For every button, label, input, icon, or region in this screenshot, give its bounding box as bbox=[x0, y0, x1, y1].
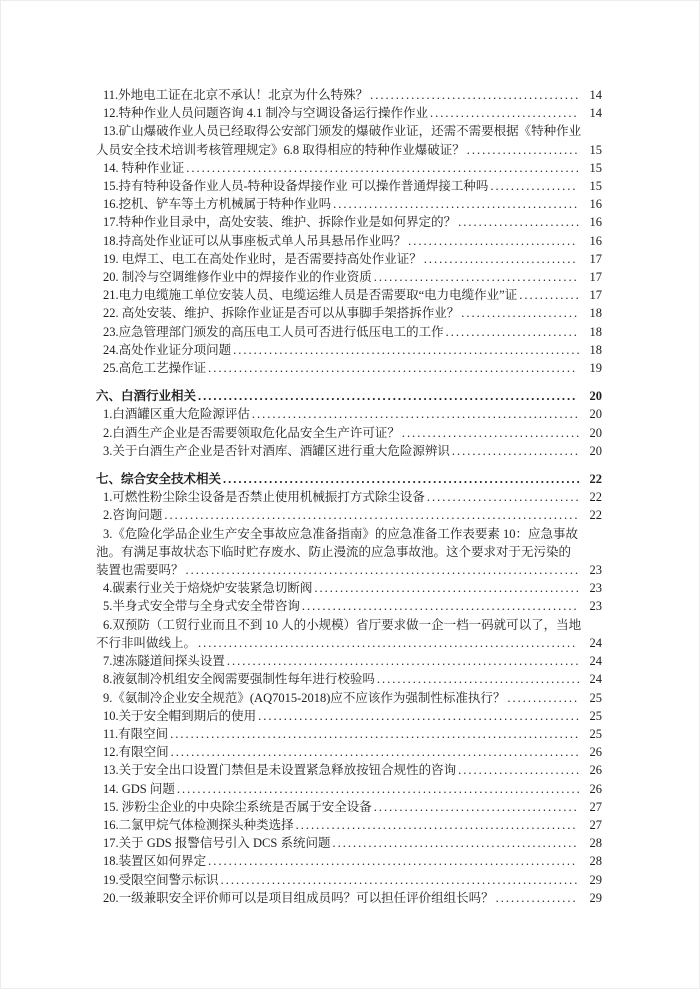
toc-entry bbox=[96, 579, 602, 597]
toc-entry-text: 17.关于 GDS 报警信号引入 DCS 系统问题 bbox=[103, 836, 331, 851]
toc-dot-leader: .............................. bbox=[426, 490, 581, 505]
toc-entry-text: 13.矿山爆破作业人员已经取得公安部门颁发的爆破作业证，还需不需要根据《特种作业人员安全技术培训考核管理规定》6.8 取得相应的特种作业爆破证？ bbox=[96, 124, 582, 157]
toc-page-number: 14 bbox=[589, 88, 602, 102]
toc-entry-text: 15. 涉粉尘企业的中央除尘系统是否属于安全设备 bbox=[103, 799, 372, 814]
toc-dot-leader: ............................. bbox=[430, 106, 579, 121]
toc-entry bbox=[96, 597, 602, 615]
toc-entry-text: 22. 高处安装、维护、拆除作业证是否可以从事脚手架搭拆作业？ bbox=[103, 306, 460, 321]
toc-entry-text: 9.《氨制冷企业安全规范》(AQ7015-2018)应不应该作为强制性标准执行？ bbox=[103, 690, 506, 705]
toc-entry-text: 25.高危工艺操作证 bbox=[103, 361, 207, 376]
toc-entry-text: 七、综合安全技术相关 bbox=[96, 472, 222, 487]
toc-page-number: 17 bbox=[589, 288, 602, 303]
toc-entry bbox=[96, 816, 602, 834]
toc-entry-text: 6.双预防（工贸行业而且不到 10 人的小规模）省厅要求做一企一档一码就可以了，当地不行非叫做线上。 bbox=[96, 617, 582, 650]
toc-entry-text: 8.液氨制冷机组安全阀需要强制性每年进行校验吗 bbox=[103, 672, 375, 687]
toc-entry-text: 六、白酒行业相关 bbox=[96, 389, 197, 404]
toc-entry bbox=[96, 488, 602, 506]
toc-entry bbox=[96, 852, 602, 870]
toc-entry-text: 17.特种作业目录中，高处安装、维护、拆除作业是如何界定的？ bbox=[103, 215, 457, 230]
toc-page-number: 25 bbox=[589, 690, 602, 705]
toc-dot-leader: ................................................ bbox=[332, 836, 579, 851]
toc-dot-leader: .......................................................................... bbox=[198, 389, 578, 404]
toc-dot-leader: .............................. bbox=[423, 251, 578, 266]
toc-dot-leader: .................................................................... bbox=[233, 342, 582, 357]
toc-entry bbox=[96, 798, 602, 816]
toc-entry-text: 14. GDS 问题 bbox=[103, 781, 175, 796]
toc-dot-leader: ........................................ bbox=[373, 799, 579, 814]
toc-entry bbox=[96, 341, 602, 359]
toc-dot-leader: ...................................................................... bbox=[220, 872, 580, 887]
toc-page-number: 20 bbox=[589, 443, 602, 458]
toc-entry-text: 15.持有特种设备作业人员-特种设备焊接作业 可以操作普通焊接工种吗 bbox=[103, 179, 489, 194]
toc-entry bbox=[96, 304, 602, 322]
toc-dot-leader: ...................... bbox=[466, 142, 580, 157]
toc-dot-leader: ............................................................................. bbox=[185, 563, 581, 578]
toc-entry bbox=[96, 743, 602, 761]
toc-page-number: 15 bbox=[589, 179, 602, 194]
toc-page-number: 22 bbox=[589, 490, 602, 505]
toc-entry bbox=[96, 86, 602, 104]
toc-dot-leader: ................................... bbox=[401, 425, 582, 440]
toc-entry-text: 24.高处作业证分项问题 bbox=[103, 342, 232, 357]
toc-dot-leader: ......................... bbox=[451, 443, 581, 458]
toc-page-number: 22 bbox=[589, 508, 602, 523]
toc-page-number: 26 bbox=[589, 745, 602, 760]
toc-page-number: 23 bbox=[589, 581, 602, 596]
toc-page-number: 23 bbox=[589, 599, 602, 614]
toc-entry-text: 20.一级兼职安全评价师可以是项目组成员吗？可以担任评价组组长吗？ bbox=[103, 890, 494, 905]
toc-page-number: 18 bbox=[589, 324, 602, 339]
toc-dot-leader: ...................................................................... bbox=[223, 472, 582, 487]
toc-entry-text: 1.白酒罐区重大危险源评估 bbox=[103, 407, 250, 422]
toc-entry-text: 10.关于安全帽到期后的使用 bbox=[103, 708, 257, 723]
toc-entry bbox=[96, 405, 602, 423]
toc-entry bbox=[96, 871, 602, 889]
toc-dot-leader: ........................ bbox=[458, 215, 582, 230]
toc-entry-text: 21.电力电缆施工单位安装人员、电缆运维人员是否需要取“电力电缆作业”证 bbox=[103, 288, 518, 303]
toc-entry bbox=[96, 250, 602, 268]
toc-entry-text: 11.外地电工证在北京不承认！北京为什么特殊？ bbox=[103, 88, 369, 102]
toc-entry-text: 14. 特种作业证 bbox=[103, 160, 185, 175]
toc-dot-leader: ........................................ bbox=[376, 672, 582, 687]
toc-dot-leader: ................................. bbox=[408, 233, 578, 248]
toc-page-number: 19 bbox=[589, 361, 602, 376]
toc-entry bbox=[96, 761, 602, 779]
toc-dot-leader: ............................................................... bbox=[258, 708, 582, 723]
toc-dot-leader: ..................................................................... bbox=[226, 654, 581, 669]
toc-dot-leader: .................................................... bbox=[314, 581, 581, 596]
toc-entry-text: 1.可燃性粉尘除尘设备是否禁止使用机械振打方式除尘设备 bbox=[103, 490, 425, 505]
toc-entry-text: 4.碳素行业关于焙烧炉安装紧急切断阀 bbox=[103, 581, 313, 596]
toc-page-number: 16 bbox=[589, 197, 602, 212]
toc-entry bbox=[96, 359, 602, 377]
toc-entry bbox=[96, 689, 602, 707]
toc-page-number: 25 bbox=[589, 726, 602, 741]
toc-section-heading bbox=[96, 387, 602, 405]
toc-page-number: 26 bbox=[589, 763, 602, 778]
toc-page-number: 16 bbox=[589, 233, 602, 248]
toc-dot-leader: .............. bbox=[507, 690, 580, 705]
toc-page-number: 25 bbox=[589, 708, 602, 723]
toc-entry bbox=[96, 670, 602, 688]
toc-entry-text: 19.受限空间警示标识 bbox=[103, 872, 219, 887]
toc-page-number: 28 bbox=[589, 854, 602, 869]
toc-entry bbox=[96, 834, 602, 852]
toc-dot-leader: ....................... bbox=[461, 306, 580, 321]
toc-page-number: 15 bbox=[589, 160, 602, 175]
toc-entry bbox=[96, 442, 602, 460]
toc-dot-leader: ................................................................................ bbox=[170, 726, 581, 741]
toc-dot-leader: ........................................................................ bbox=[208, 854, 578, 869]
toc-page-number: 20 bbox=[589, 389, 602, 404]
toc-dot-leader: ........................................ bbox=[373, 270, 579, 285]
toc-entry-text: 18.装置区如何界定 bbox=[103, 854, 207, 869]
toc-page-number: 29 bbox=[589, 890, 602, 905]
toc-page-number: 17 bbox=[589, 270, 602, 285]
toc-entry-text: 12.有限空间 bbox=[103, 745, 169, 760]
toc-list bbox=[96, 86, 602, 907]
toc-dot-leader: ........................................................................ bbox=[208, 361, 578, 376]
toc-dot-leader: ...................................................... bbox=[301, 599, 579, 614]
toc-page-number: 23 bbox=[589, 563, 602, 578]
toc-entry-text: 3.关于白酒生产企业是否针对酒库、酒罐区进行重大危险源辨识 bbox=[103, 443, 450, 458]
toc-page-number: 15 bbox=[589, 142, 602, 157]
toc-dot-leader: .......................... bbox=[445, 324, 579, 339]
toc-entry bbox=[96, 195, 602, 213]
toc-page-number: 24 bbox=[589, 672, 602, 687]
toc-entry bbox=[96, 286, 602, 304]
toc-dot-leader: ............................................................................... bbox=[176, 781, 582, 796]
toc-page-number: 20 bbox=[589, 425, 602, 440]
toc-dot-leader: ................................................................................ bbox=[170, 745, 581, 760]
toc-entry bbox=[96, 122, 602, 158]
toc-entry-text: 23.应急管理部门颁发的高压电工人员可否进行低压电工的工作 bbox=[103, 324, 444, 339]
toc-page-number: 24 bbox=[589, 654, 602, 669]
toc-entry bbox=[96, 525, 602, 580]
toc-entry bbox=[96, 213, 602, 231]
toc-page-number: 26 bbox=[589, 781, 602, 796]
toc-page-number: 18 bbox=[589, 342, 602, 357]
toc-page-number: 18 bbox=[589, 306, 602, 321]
toc-dot-leader: ....................................................... bbox=[295, 817, 578, 832]
toc-dot-leader: ................ bbox=[495, 890, 578, 905]
toc-entry-text: 2.咨询问题 bbox=[103, 508, 163, 523]
toc-entry-text: 13.关于安全出口设置门禁但是未设置紧急释放按钮合规性的咨询 bbox=[103, 763, 457, 778]
toc-entry bbox=[96, 177, 602, 195]
toc-page-number: 22 bbox=[589, 472, 602, 487]
toc-entry-text: 2.白酒生产企业是否需要领取危化品安全生产许可证？ bbox=[103, 425, 400, 440]
toc-entry-text: 19. 电焊工、电工在高处作业时，是否需要持高处作业证？ bbox=[103, 251, 422, 266]
toc-dot-leader: ............................................................................. bbox=[186, 160, 581, 175]
toc-entry bbox=[96, 104, 602, 122]
toc-page-number: 27 bbox=[589, 817, 602, 832]
toc-dot-leader: ......................................... bbox=[370, 88, 581, 102]
toc-entry bbox=[96, 725, 602, 743]
toc-entry bbox=[96, 268, 602, 286]
toc-dot-leader: ................. bbox=[490, 179, 578, 194]
toc-entry-text: 20. 制冷与空调维修作业中的焊接作业的作业资质 bbox=[103, 270, 372, 285]
toc-section-heading bbox=[96, 470, 602, 488]
toc-entry bbox=[96, 707, 602, 725]
toc-page-number: 29 bbox=[589, 872, 602, 887]
toc-page-number: 16 bbox=[589, 215, 602, 230]
toc-dot-leader: .......................................................................... bbox=[198, 635, 578, 650]
toc-entry bbox=[96, 232, 602, 250]
toc-dot-leader: ............ bbox=[519, 288, 581, 303]
toc-entry-text: 16.二氯甲烷气体检测探头种类选择 bbox=[103, 817, 294, 832]
toc-entry-text: 16.挖机、铲车等土方机械属于特种作业吗 bbox=[103, 197, 332, 212]
toc-page-number: 24 bbox=[589, 635, 602, 650]
toc-dot-leader: ........................ bbox=[458, 763, 582, 778]
toc-entry-text: 11.有限空间 bbox=[103, 726, 169, 741]
toc-entry-text: 5.半身式安全带与全身式安全带咨询 bbox=[103, 599, 300, 614]
toc-dot-leader: ................................................................................. bbox=[164, 508, 580, 523]
toc-page-number: 27 bbox=[589, 799, 602, 814]
toc-dot-leader: ................................................ bbox=[333, 197, 580, 212]
toc-entry bbox=[96, 780, 602, 798]
toc-entry bbox=[96, 506, 602, 524]
toc-entry bbox=[96, 652, 602, 670]
toc-entry-text: 7.速冻隧道间探头设置 bbox=[103, 654, 225, 669]
toc-entry-text: 3.《危险化学品企业生产安全事故应急准备指南》的应急准备工作表要素 10：应急事故池。有满足事故状态下临时贮存废水、防止漫流的应急事故池。这个要求对于无污染的装置也需要吗？ bbox=[96, 526, 579, 578]
toc-page-number: 20 bbox=[589, 407, 602, 422]
toc-dot-leader: ................................................................ bbox=[251, 407, 580, 422]
toc-entry bbox=[96, 424, 602, 442]
toc-entry-text: 12.特种作业人员问题咨询 4.1 制冷与空调设备运行操作作业 bbox=[103, 106, 429, 121]
toc-page-number: 14 bbox=[589, 106, 602, 121]
toc-entry bbox=[96, 889, 602, 907]
toc-entry bbox=[96, 159, 602, 177]
toc-entry bbox=[96, 616, 602, 652]
toc-page-number: 28 bbox=[589, 836, 602, 851]
toc-entry bbox=[96, 323, 602, 341]
toc-page-number: 17 bbox=[589, 251, 602, 266]
toc-entry-text: 18.持高处作业证可以从事座板式单人吊具悬吊作业吗？ bbox=[103, 233, 407, 248]
